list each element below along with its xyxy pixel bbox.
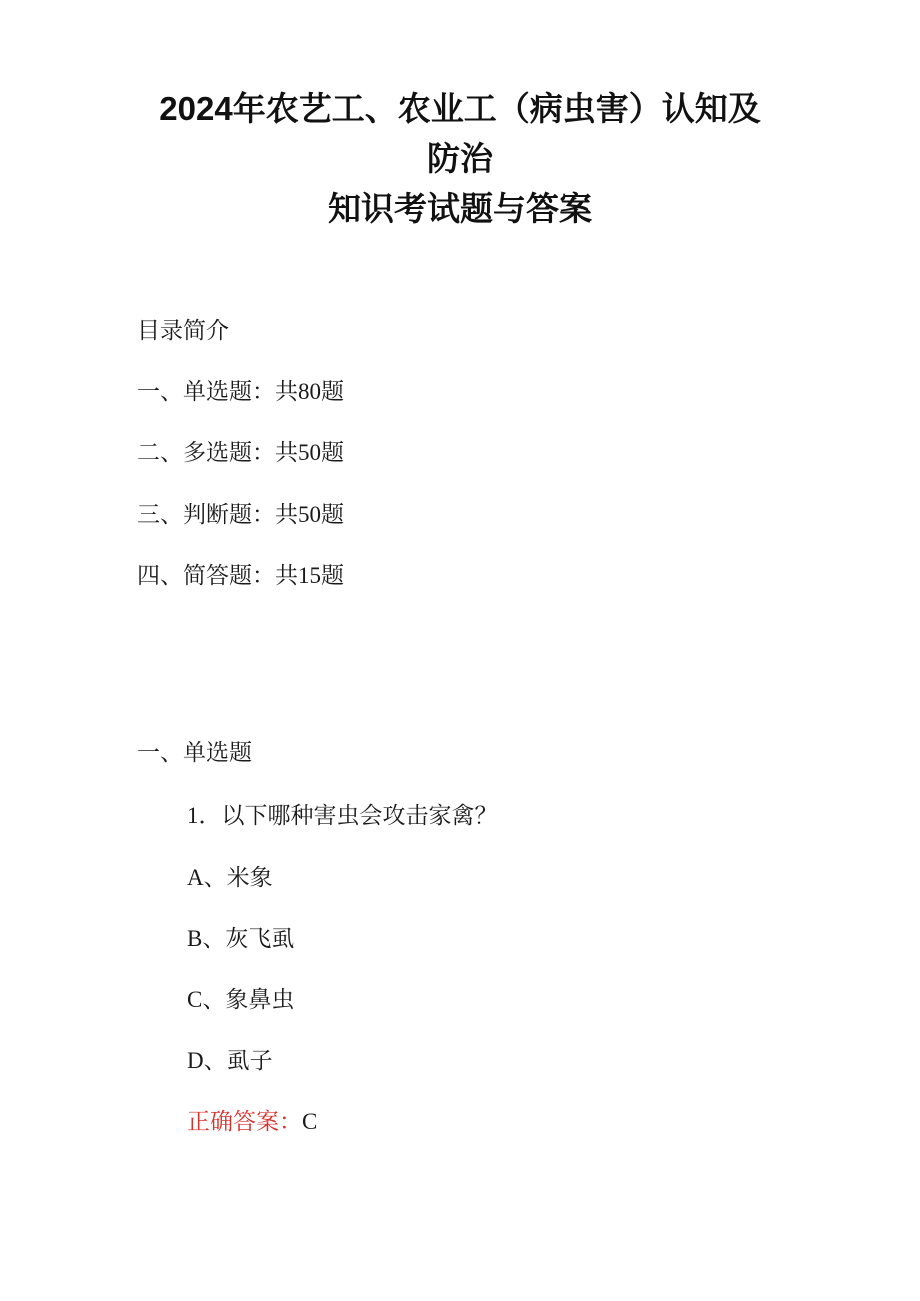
document-title-line-1: 2024年农艺工、农业工（病虫害）认知及 xyxy=(159,90,761,127)
correct-answer xyxy=(187,1110,317,1133)
toc-heading: 目录简介 xyxy=(137,318,229,343)
toc-item-single-choice: 一、单选题：共80题 xyxy=(137,379,344,404)
option-a: A、米象 xyxy=(187,865,273,890)
section-heading: 一、单选题 xyxy=(137,740,252,765)
option-c: C、象鼻虫 xyxy=(187,987,295,1012)
document-title-line-3: 知识考试题与答案 xyxy=(328,190,592,227)
correct-answer-label: 正确答案： xyxy=(187,1109,302,1134)
toc-item-multiple-choice: 二、多选题：共50题 xyxy=(137,440,344,465)
correct-answer-value: C xyxy=(302,1109,318,1134)
option-b: B、灰飞虱 xyxy=(187,926,295,951)
question-text: 1．以下哪种害虫会攻击家禽？ xyxy=(187,803,498,828)
document-title-line-2: 防治 xyxy=(427,140,493,177)
option-d: D、虱子 xyxy=(187,1048,273,1073)
toc-item-true-false: 三、判断题：共50题 xyxy=(137,502,344,527)
toc-item-short-answer: 四、简答题：共15题 xyxy=(137,563,344,588)
